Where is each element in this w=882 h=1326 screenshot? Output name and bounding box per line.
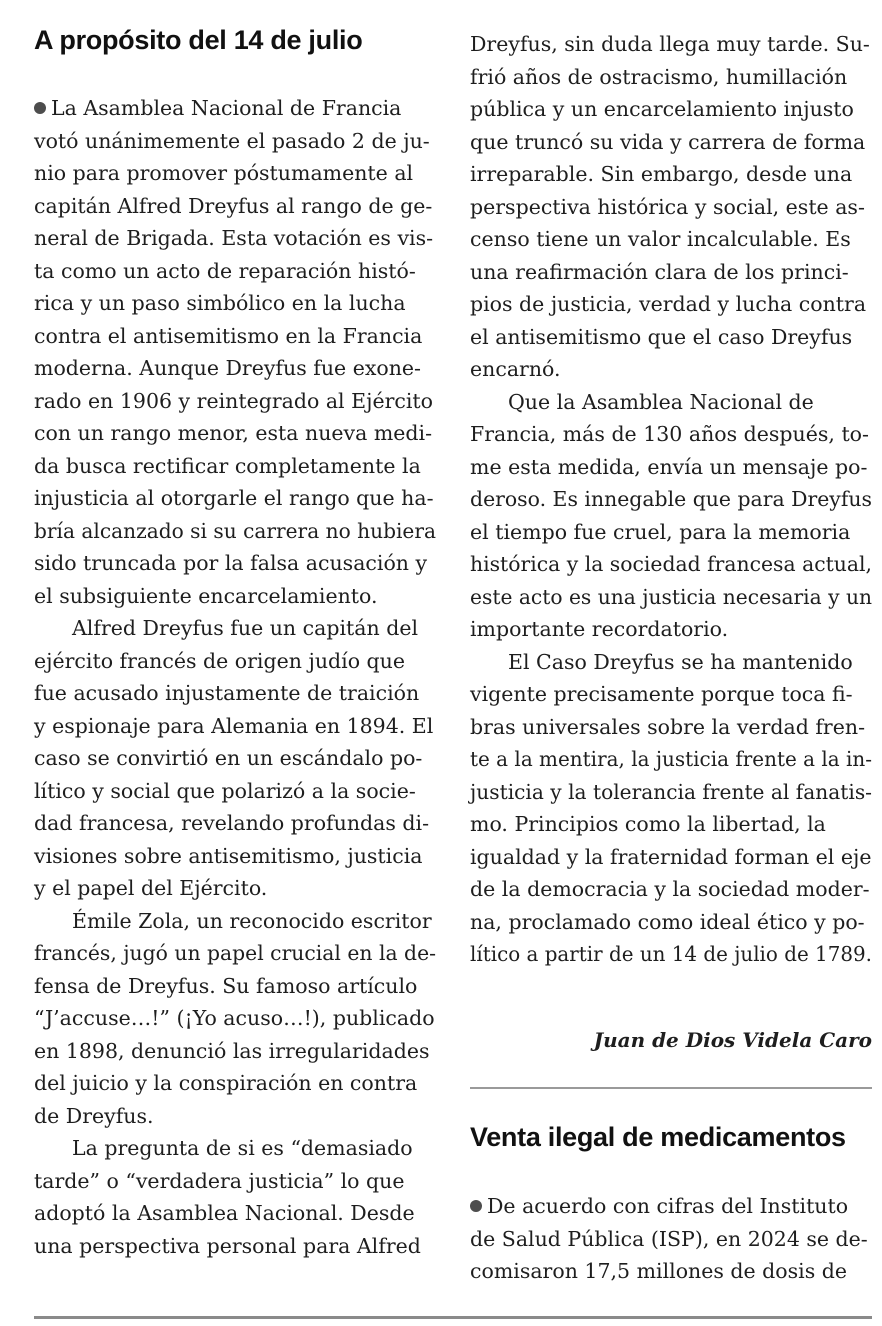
- author-signature: Juan de Dios Videla Caro: [593, 1028, 872, 1052]
- text-line: [34, 450, 443, 483]
- line-text: el tiempo fue cruel, para la memoria: [470, 519, 851, 544]
- text-line: [470, 1223, 868, 1256]
- text-line: [470, 776, 878, 809]
- line-text: De acuerdo con cifras del Instituto: [487, 1194, 849, 1218]
- text-line: [470, 28, 882, 61]
- text-line: [34, 937, 440, 970]
- text-line: [470, 841, 882, 874]
- line-text: una perspectiva personal para Alfred: [34, 1233, 421, 1258]
- text-line: [470, 678, 882, 711]
- line-text: una reafirmación clara de los princi-: [470, 259, 849, 284]
- line-text: Dreyfus, sin duda llega muy tarde. Su-: [470, 32, 870, 56]
- line-text: comisaron 17,5 millones de dosis de: [470, 1259, 848, 1283]
- line-text: en 1898, denunció las irregularidades: [34, 1038, 430, 1063]
- text-line: [470, 126, 882, 159]
- text-line: [34, 1035, 443, 1068]
- line-text: el subsiguiente encarcelamiento.: [34, 583, 378, 608]
- line-text: igualdad y la fraternidad forman el eje: [470, 844, 872, 869]
- line-text: te a la mentira, la justicia frente a la in-: [470, 747, 873, 771]
- line-text: mo. Principios como la libertad, la: [470, 812, 826, 836]
- line-text: lítico y social que polarizó a la socie-: [34, 778, 416, 803]
- line-text: La Asamblea Nacional de Francia: [51, 96, 402, 120]
- text-line: [470, 256, 882, 289]
- line-text: bras universales sobre la verdad fren-: [470, 714, 865, 739]
- line-text: frió años de ostracismo, humillación: [470, 64, 848, 89]
- text-line: [34, 482, 443, 515]
- line-text: adoptó la Asamblea Nacional. Desde: [34, 1201, 415, 1225]
- line-text: encarnó.: [470, 357, 561, 381]
- line-text: contra el antisemitismo en la Francia: [34, 323, 423, 348]
- line-text: La pregunta de si es “demasiado: [72, 1136, 413, 1160]
- text-line: [34, 92, 443, 125]
- line-text: justicia y la tolerancia frente al fanatis-: [470, 779, 873, 804]
- line-text: Francia, más de 130 años después, to-: [470, 422, 869, 446]
- line-text: moderna. Aunque Dreyfus fue exone-: [34, 356, 421, 380]
- text-line: [34, 775, 443, 808]
- text-line: [470, 516, 882, 549]
- line-text: neral de Brigada. Esta votación es vis-: [34, 226, 434, 250]
- text-line: [34, 1165, 443, 1198]
- text-line: [34, 385, 443, 418]
- line-text: fue acusado injustamente de traición: [34, 681, 420, 705]
- line-text: Alfred Dreyfus fue un capitán del: [72, 616, 419, 640]
- text-line: [470, 288, 882, 321]
- text-line: [34, 547, 443, 580]
- text-line: [34, 287, 443, 320]
- line-text: ejército francés de origen judío que: [34, 648, 406, 673]
- text-line: [470, 191, 882, 224]
- text-line: [34, 742, 443, 775]
- line-text: El Caso Dreyfus se ha mantenido: [508, 649, 853, 674]
- page-bottom-divider: [34, 1316, 872, 1319]
- text-line: [34, 710, 443, 743]
- article-body-venta-ilegal: [470, 1190, 868, 1288]
- line-text: dad francesa, revelando profundas di-: [34, 811, 430, 835]
- text-line: [34, 417, 443, 450]
- line-text: y espionaje para Alemania en 1894. El: [34, 713, 434, 738]
- text-line: [470, 93, 882, 126]
- text-line: [34, 580, 443, 613]
- text-line: [34, 612, 443, 645]
- line-text: perspectiva histórica y social, este as-: [470, 194, 865, 219]
- text-line: [34, 190, 443, 223]
- line-text: visiones sobre antisemitismo, justicia: [34, 843, 423, 868]
- text-line: [470, 386, 882, 419]
- line-text: censo tiene un valor incalculable. Es: [470, 227, 851, 251]
- line-text: injusticia al otorgarle el rango que ha-: [34, 486, 434, 510]
- bullet-icon: [34, 102, 46, 114]
- line-text: importante recordatorio.: [470, 617, 729, 641]
- line-text: del juicio y la conspiración en contra: [34, 1071, 418, 1095]
- line-text: votó unánimemente el pasado 2 de ju-: [34, 128, 430, 153]
- section-divider: [470, 1087, 872, 1089]
- line-text: irreparable. Sin embargo, desde una: [470, 162, 853, 186]
- line-text: este acto es una justicia necesaria y un: [470, 584, 873, 609]
- text-line: [34, 1132, 443, 1165]
- text-line: [34, 645, 443, 678]
- text-line: [34, 1100, 443, 1133]
- line-text: caso se convirtió en un escándalo po-: [34, 746, 423, 770]
- line-text: rica y un paso simbólico en la lucha: [34, 291, 406, 315]
- text-line: [34, 840, 443, 873]
- text-line: [470, 158, 882, 191]
- text-line: [34, 255, 443, 288]
- text-line: [470, 873, 882, 906]
- text-line: [34, 1230, 443, 1263]
- text-line: [34, 872, 443, 905]
- text-line: [470, 418, 882, 451]
- line-text: rado en 1906 y reintegrado al Ejército: [34, 388, 433, 413]
- line-text: histórica y la sociedad francesa actual,: [470, 552, 873, 576]
- line-text: Émile Zola, un reconocido escritor: [72, 908, 432, 933]
- line-text: que truncó su vida y carrera de forma: [470, 129, 866, 154]
- text-line: [470, 353, 882, 386]
- text-line: [470, 451, 882, 484]
- line-text: de Dreyfus.: [34, 1103, 154, 1128]
- text-line: [470, 743, 873, 776]
- article-body-continuation: [470, 28, 882, 971]
- line-text: da busca rectificar completamente la: [34, 453, 421, 478]
- article-headline-venta-ilegal: Venta ilegal de medicamentos: [470, 1122, 846, 1152]
- text-line: [34, 352, 443, 385]
- text-line: [34, 157, 443, 190]
- line-text: vigente precisamente porque toca fi-: [470, 682, 853, 706]
- text-line: [470, 223, 882, 256]
- text-line: [470, 808, 882, 841]
- article-headline-14-julio: A propósito del 14 de julio: [34, 25, 363, 55]
- text-line: [34, 125, 443, 158]
- line-text: pios de justicia, verdad y lucha contra: [470, 292, 867, 316]
- line-text: na, proclamado como ideal ético y po-: [470, 909, 865, 934]
- line-text: fensa de Dreyfus. Su famoso artículo: [34, 973, 418, 998]
- text-line: [470, 581, 879, 614]
- text-line: [34, 677, 443, 710]
- line-text: y el papel del Ejército.: [34, 876, 268, 900]
- bullet-icon: [470, 1200, 482, 1212]
- article-body-14-julio: [34, 92, 443, 1262]
- text-line: [470, 646, 882, 679]
- text-line: [470, 548, 881, 581]
- line-text: tarde” o “verdadera justicia” lo que: [34, 1168, 405, 1193]
- text-line: [470, 61, 882, 94]
- text-line: [34, 970, 443, 1003]
- line-text: me esta medida, envía un mensaje po-: [470, 454, 868, 479]
- line-text: francés, jugó un papel crucial en la de-: [34, 941, 436, 965]
- text-line: [34, 222, 443, 255]
- text-line: [470, 938, 872, 971]
- line-text: “J’accuse…!” (¡Yo acuso…!), publicado: [34, 1006, 435, 1030]
- text-line: [470, 906, 882, 939]
- line-text: capitán Alfred Dreyfus al rango de ge-: [34, 193, 433, 218]
- text-line: [34, 1067, 443, 1100]
- text-line: [34, 320, 443, 353]
- text-line: [470, 483, 882, 516]
- line-text: ta como un acto de reparación histó-: [34, 258, 416, 283]
- text-line: [470, 321, 882, 354]
- text-line: [34, 807, 443, 840]
- line-text: el antisemitismo que el caso Dreyfus: [470, 324, 853, 349]
- line-text: Que la Asamblea Nacional de: [508, 389, 814, 414]
- text-line: [470, 613, 882, 646]
- line-text: con un rango menor, esta nueva medi-: [34, 421, 433, 445]
- line-text: bría alcanzado si su carrera no hubiera: [34, 518, 436, 543]
- text-line: [470, 1190, 868, 1223]
- line-text: de Salud Pública (ISP), en 2024 se de-: [470, 1226, 868, 1251]
- text-line: [34, 1197, 443, 1230]
- line-text: deroso. Es innegable que para Dreyfus: [470, 487, 873, 511]
- line-text: lítico a partir de un 14 de julio de 1789.: [470, 942, 872, 966]
- text-line: [34, 905, 443, 938]
- text-line: [34, 515, 436, 548]
- line-text: de la democracia y la sociedad moder-: [470, 877, 870, 901]
- text-line: [470, 1255, 868, 1288]
- line-text: nio para promover póstumamente al: [34, 161, 414, 185]
- line-text: sido truncada por la falsa acusación y: [34, 551, 428, 575]
- text-line: [470, 711, 882, 744]
- line-text: pública y un encarcelamiento injusto: [470, 97, 854, 121]
- text-line: [34, 1002, 443, 1035]
